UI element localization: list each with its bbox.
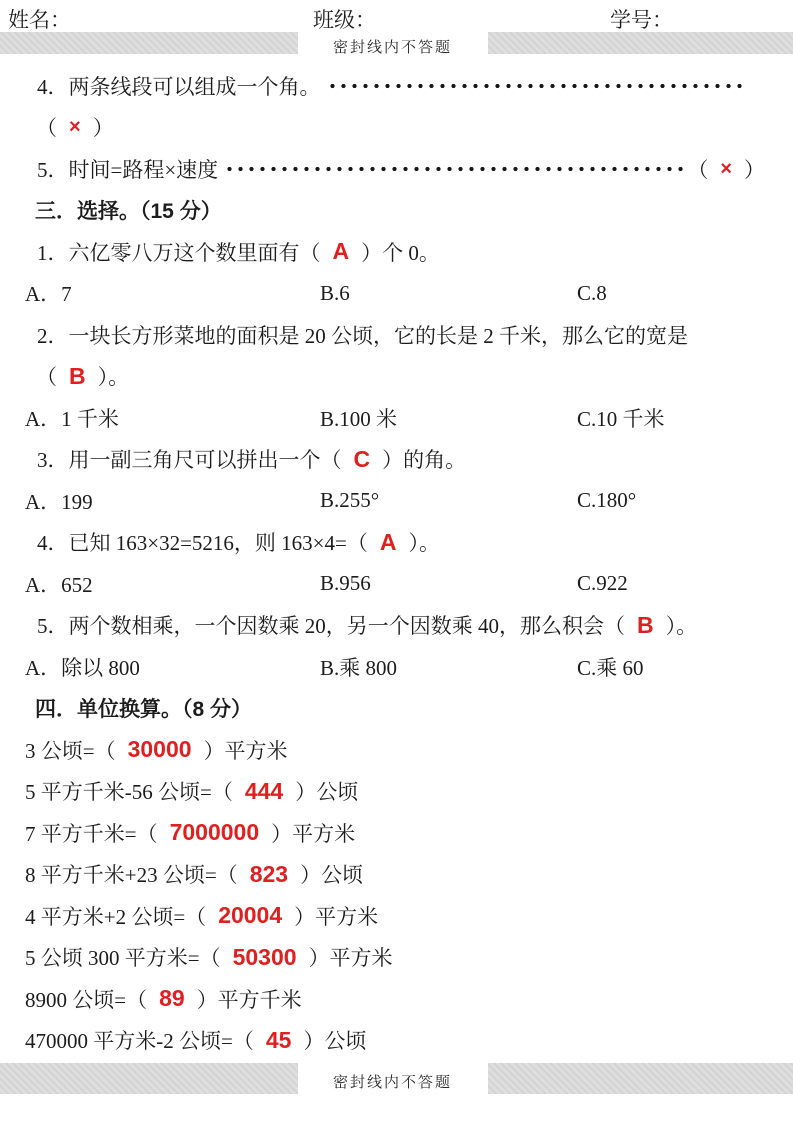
tf-item-4-line xyxy=(0,65,793,107)
answer-letter: A xyxy=(379,528,397,555)
option-b: B.乘 800 xyxy=(320,655,398,680)
answer-number: 7000000 xyxy=(169,819,260,846)
answer-number: 20004 xyxy=(218,902,283,929)
student-id-field xyxy=(610,4,789,34)
answer-number: 823 xyxy=(249,860,289,887)
option-a: A．1 千米 xyxy=(25,406,119,431)
choice-q2-options xyxy=(0,397,793,439)
seal-notice-text: 密封线内不答题 xyxy=(332,39,452,56)
answer-letter: C xyxy=(353,445,371,472)
conversion-item-1: 3 公顷=（ 30000 ）平方米 xyxy=(25,736,288,763)
tf-item-5-text: 5．时间=路程×速度 xyxy=(37,157,219,182)
class-field xyxy=(313,4,506,34)
seal-notice-text: 密封线内不答题 xyxy=(332,1075,452,1091)
section-conversion-heading: 四．单位换算。（8 分） xyxy=(35,698,253,722)
conversion-item-2: 5 平方千米-56 公顷=（ 444 ）公顷 xyxy=(25,777,359,805)
option-c: C.10 千米 xyxy=(577,406,665,431)
choice-q4-stem: 4．已知 163×32=5216，则 163×4=（ A ）。 xyxy=(37,528,440,556)
answer-number: 89 xyxy=(159,985,185,1012)
option-b: B.255° xyxy=(320,488,380,513)
choice-q3-stem: 3．用一副三角尺可以拼出一个（ C ）的角。 xyxy=(37,445,467,473)
dot-leader xyxy=(325,76,744,96)
class-underline xyxy=(378,10,506,34)
name-underline xyxy=(73,10,210,34)
seal-notice-bottom xyxy=(298,1063,488,1100)
answer-letter: B xyxy=(637,611,654,638)
answer-number: 45 xyxy=(265,1026,292,1053)
dot-leader xyxy=(222,159,683,179)
option-a: A．199 xyxy=(25,489,93,514)
answer-letter: A xyxy=(332,238,350,265)
choice-q5-stem: 5．两个数相乘，一个因数乘 20，另一个因数乘 40，那么积会（ B ）。 xyxy=(37,611,698,639)
option-c: C.8 xyxy=(577,280,607,305)
seal-notice-top xyxy=(298,32,488,60)
option-b: B.100 米 xyxy=(320,406,398,431)
choice-q2-answer: （ B ）。 xyxy=(36,362,130,390)
choice-q2-stem: 2．一块长方形菜地的面积是 20 公顷，它的长是 2 千米，那么它的宽是 xyxy=(37,323,688,348)
tf-item-4-answer: （ × ） xyxy=(36,116,114,141)
name-label: 姓名： xyxy=(8,8,71,32)
answer-mark: × xyxy=(69,116,81,139)
answer-letter: B xyxy=(69,362,86,389)
content xyxy=(0,65,793,1061)
seal-band-top xyxy=(0,32,793,54)
student-id-label: 学号： xyxy=(610,8,673,32)
option-c: C.乘 60 xyxy=(577,655,644,680)
seal-band-bottom xyxy=(0,1063,793,1094)
choice-q5-options xyxy=(0,646,793,688)
tf-item-4-text: 4．两条线段可以组成一个角。 xyxy=(37,74,321,99)
section-choice-heading: 三．选择。（15 分） xyxy=(35,200,222,224)
tf-item-5-line: 5．时间=路程×速度 （ × ） xyxy=(0,148,793,190)
conversion-item-4: 8 平方千米+23 公顷=（ 823 ）公顷 xyxy=(25,860,364,888)
class-label: 班级： xyxy=(313,8,376,32)
option-b: B.956 xyxy=(320,571,371,596)
option-b: B.6 xyxy=(320,280,350,305)
conversion-item-8: 470000 平方米-2 公顷=（ 45 ）公顷 xyxy=(25,1026,367,1054)
option-a: A．除以 800 xyxy=(25,655,140,680)
conversion-item-6: 5 公顷 300 平方米=（ 50300 ）平方米 xyxy=(25,943,393,971)
choice-q1-stem: 1．六亿零八万这个数里面有（ A ）个 0。 xyxy=(37,238,440,265)
conversion-item-7: 8900 公顷=（ 89 ）平方千米 xyxy=(25,985,302,1012)
option-a: A．7 xyxy=(25,282,72,307)
student-id-underline xyxy=(675,10,789,34)
option-c: C.180° xyxy=(577,488,637,513)
option-a: A．652 xyxy=(25,572,93,597)
choice-q4-options xyxy=(0,563,793,605)
answer-number: 50300 xyxy=(232,943,297,970)
conversion-item-3: 7 平方千米=（ 7000000 ）平方米 xyxy=(25,819,356,846)
answer-number: 444 xyxy=(244,777,284,804)
answer-mark: × xyxy=(720,157,732,180)
choice-q1-options xyxy=(0,273,793,315)
conversion-item-5: 4 平方米+2 公顷=（ 20004 ）平方米 xyxy=(25,902,379,929)
option-c: C.922 xyxy=(577,571,628,596)
choice-q3-options xyxy=(0,480,793,522)
name-field xyxy=(8,4,210,34)
header xyxy=(0,4,793,32)
answer-number: 30000 xyxy=(127,736,192,763)
